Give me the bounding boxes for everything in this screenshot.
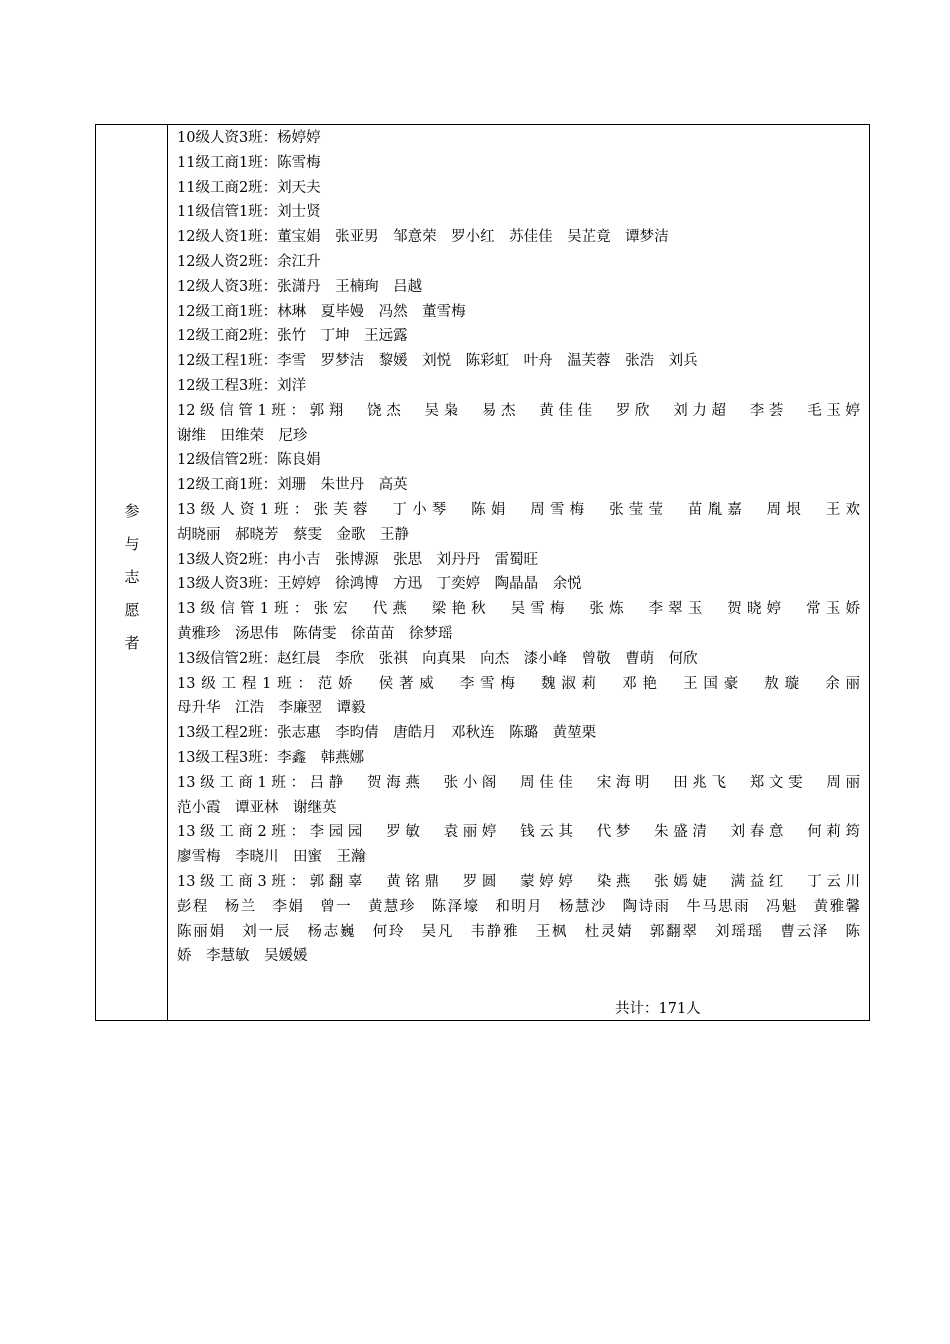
- row-label-char: 愿: [124, 601, 140, 619]
- row-label-char: 志: [124, 568, 140, 586]
- class-line: 12级工程3班：刘洋: [177, 377, 307, 394]
- class-line: 13级工商2班：李园园 罗敏 袁丽婷 钱云其 代梦 朱盛清 刘春意 何莉筠: [177, 824, 860, 841]
- class-line: 13级信管2班：赵红晨 李欣 张祺 向真果 向杰 漆小峰 曾敬 曹萌 何欣: [177, 650, 698, 667]
- class-line-continued: 谢维 田维荣 尼珍: [177, 427, 308, 444]
- class-line: 13级工商3班：郭翻辜 黄铭鼎 罗圆 蒙婷婷 染燕 张嫣婕 满益红 丁云川: [177, 873, 860, 890]
- class-line: 12级工程1班：李雪 罗梦洁 黎媛 刘悦 陈彩虹 叶舟 温芙蓉 张浩 刘兵: [177, 353, 698, 370]
- volunteer-table: [95, 124, 870, 1021]
- class-line-continued: 娇 李慧敏 吴媛媛: [177, 948, 308, 965]
- class-line-continued: 范小霞 谭亚林 谢继英: [177, 799, 337, 816]
- class-line: 12级人资2班：余江升: [177, 253, 321, 270]
- class-line-continued: 廖雪梅 李晓川 田蜜 王瀚: [177, 849, 366, 866]
- class-line: 12级信管2班：陈良娟: [177, 452, 321, 469]
- class-line: 13级信管1班：张宏 代燕 梁艳秋 吴雪梅 张炼 李翠玉 贺晓婷 常玉娇: [177, 601, 860, 618]
- class-line: 12级工商1班：刘珊 朱世丹 高英: [177, 477, 408, 494]
- class-line-continued: 黄雅珍 汤思伟 陈倩雯 徐苗苗 徐梦瑶: [177, 625, 453, 642]
- row-label-char: 与: [124, 535, 140, 553]
- class-line: 13级人资1班：张芙蓉 丁小琴 陈娟 周雪梅 张莹莹 苗胤嘉 周垠 王欢: [177, 501, 860, 518]
- class-line: 11级工商2班：刘天夫: [177, 179, 321, 196]
- class-line: 11级工商1班：陈雪梅: [177, 154, 321, 171]
- class-line: 13级工程2班：张志惠 李昀倩 唐皓月 邓秋连 陈璐 黄堃栗: [177, 725, 597, 742]
- class-line: 11级信管1班：刘士贤: [177, 204, 321, 221]
- class-line-continued: 陈丽娟 刘一辰 杨志巍 何玲 吴凡 韦静雅 王枫 杜灵婧 郭翻翠 刘瑶瑶 曹云泽 陈: [177, 923, 860, 940]
- volunteer-list: [168, 125, 869, 1020]
- class-line: 12级人资3班：张潇丹 王楠珣 吕越: [177, 278, 423, 295]
- class-line-continued: 母升华 江浩 李廉翌 谭毅: [177, 700, 366, 717]
- row-label-cell: [96, 125, 168, 1020]
- row-label-char: 参: [124, 502, 140, 520]
- class-line: 12级信管1班：郭翔 饶杰 吴枭 易杰 黄佳佳 罗欣 刘力超 李荟 毛玉婷: [177, 402, 860, 419]
- class-line: 13级人资3班：王婷婷 徐鸿博 方迅 丁奕婷 陶晶晶 余悦: [177, 576, 582, 593]
- class-line: 12级工商2班：张竹 丁坤 王远露: [177, 328, 408, 345]
- class-line: 13级工程1班：范娇 侯著威 李雪梅 魏淑莉 邓艳 王国豪 敖璇 余丽: [177, 675, 860, 692]
- total-count: 共计：171人: [615, 1001, 701, 1017]
- class-line: 12级人资1班：董宝娟 张亚男 邹意荣 罗小红 苏佳佳 吴芷竟 谭梦洁: [177, 229, 669, 246]
- row-label-char: 者: [124, 634, 140, 652]
- class-line: 13级工商1班：吕静 贺海燕 张小阁 周佳佳 宋海明 田兆飞 郑文雯 周丽: [177, 774, 860, 791]
- class-line: 13级工程3班：李鑫 韩燕娜: [177, 749, 365, 766]
- class-line-continued: 胡晓丽 郝晓芳 蔡雯 金歌 王静: [177, 526, 409, 543]
- class-line-continued: 彭程 杨兰 李娟 曾一 黄慧珍 陈泽壕 和明月 杨慧沙 陶诗雨 牛马思雨 冯魁 黄雅馨: [177, 898, 860, 915]
- class-line: 12级工商1班：林琳 夏毕嫚 冯然 董雪梅: [177, 303, 466, 320]
- row-label: [96, 495, 168, 660]
- class-line: 13级人资2班：冉小吉 张博源 张思 刘丹丹 雷蜀旺: [177, 551, 539, 568]
- class-line: 10级人资3班：杨婷婷: [177, 130, 321, 146]
